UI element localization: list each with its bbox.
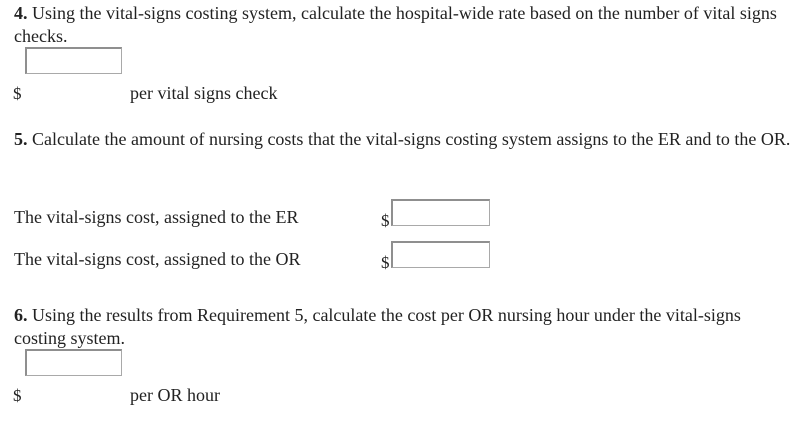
question-6-text: Using the results from Requirement 5, calculate the cost per OR nursing hour under the vital-signs costing system. <box>14 305 741 348</box>
q4-answer-input[interactable] <box>25 47 122 74</box>
q6-answer-input[interactable] <box>25 349 122 376</box>
question-5-text: Calculate the amount of nursing costs that the vital-signs costing system assigns to the ER and to the OR. <box>27 129 791 149</box>
er-dollar-sign: $ <box>381 211 390 230</box>
question-4-text: Using the vital-signs costing system, calculate the hospital-wide rate based on the number of vital signs checks. <box>14 3 777 46</box>
q6-dollar-sign: $ <box>13 386 22 405</box>
q4-unit-label: per vital signs check <box>130 83 278 103</box>
er-cost-input[interactable] <box>391 199 490 226</box>
question-6 <box>14 304 796 350</box>
q6-unit-label: per OR hour <box>130 385 220 405</box>
question-5-number: 5. <box>14 129 28 149</box>
or-cost-input[interactable] <box>391 241 490 268</box>
question-4-number: 4. <box>14 3 28 23</box>
question-5 <box>14 128 796 151</box>
or-dollar-sign: $ <box>381 253 390 272</box>
q4-dollar-sign: $ <box>13 84 22 103</box>
question-6-number: 6. <box>14 305 28 325</box>
er-cost-label: The vital-signs cost, assigned to the ER <box>14 207 299 227</box>
or-cost-label: The vital-signs cost, assigned to the OR <box>14 249 301 269</box>
question-4 <box>14 2 796 48</box>
